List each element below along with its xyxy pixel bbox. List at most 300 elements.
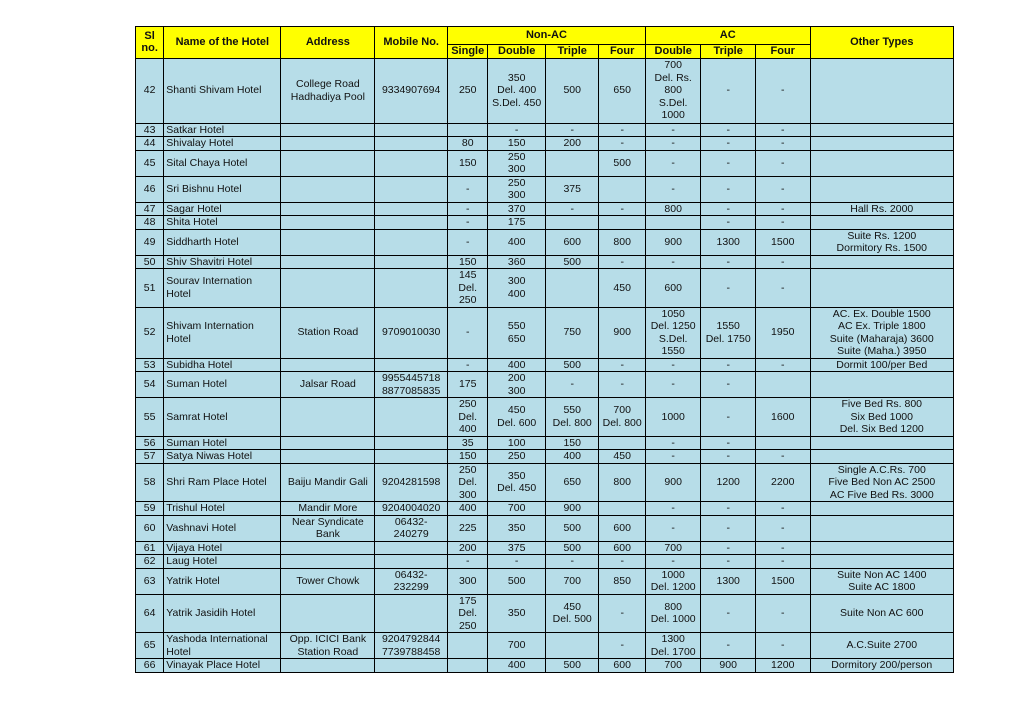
other-types-cell-line: Hall Rs. 2000 bbox=[850, 202, 914, 215]
mobile-cell bbox=[375, 568, 448, 594]
ac-double-cell-line: - bbox=[671, 358, 675, 371]
mobile-cell bbox=[375, 255, 448, 269]
hotel-name-cell-line: Vinayak Place Hotel bbox=[166, 659, 261, 671]
sl-cell-line: 52 bbox=[143, 326, 156, 339]
header-ac-four: Four bbox=[755, 45, 810, 59]
non-ac-four-cell bbox=[599, 216, 645, 230]
ac-double-cell-line: 1300 bbox=[661, 633, 685, 645]
ac-double-cell-line: S.Del. bbox=[658, 332, 688, 345]
non-ac-four-cell bbox=[599, 123, 645, 137]
non-ac-single-cell-line: 35 bbox=[461, 436, 474, 449]
non-ac-triple-cell-line: 500 bbox=[563, 358, 581, 371]
hotel-name-cell bbox=[164, 358, 281, 372]
non-ac-four-cell-line: - bbox=[620, 123, 624, 136]
sl-cell-line: 61 bbox=[143, 541, 156, 554]
address-cell bbox=[281, 450, 375, 464]
ac-triple-cell-line: - bbox=[726, 607, 730, 619]
non-ac-single-cell bbox=[448, 555, 488, 569]
hotel-name-cell-line: Yashoda International Hotel bbox=[166, 633, 268, 658]
non-ac-single-cell bbox=[448, 269, 488, 308]
table-row bbox=[136, 436, 954, 450]
sl-cell-line: 64 bbox=[143, 607, 156, 619]
non-ac-four-cell-line: 500 bbox=[613, 156, 631, 169]
non-ac-triple-cell bbox=[545, 568, 599, 594]
non-ac-single-cell-line: 150 bbox=[458, 255, 477, 268]
non-ac-double-cell-line: 350 bbox=[507, 469, 526, 482]
non-ac-triple-cell bbox=[545, 150, 599, 176]
ac-double-cell bbox=[645, 58, 701, 123]
sl-cell bbox=[136, 594, 164, 633]
non-ac-double-cell-line: 350 bbox=[507, 607, 526, 619]
ac-four-cell-line: - bbox=[780, 541, 785, 554]
ac-double-cell-line: Del. 1000 bbox=[650, 613, 696, 626]
non-ac-single-cell bbox=[448, 255, 488, 269]
sl-cell bbox=[136, 568, 164, 594]
hotel-name-cell bbox=[164, 137, 281, 151]
non-ac-double-cell bbox=[488, 541, 546, 555]
sl-cell-line: 46 bbox=[143, 182, 156, 195]
sl-cell-line: 62 bbox=[143, 555, 156, 567]
hotel-name-cell-line: Sagar Hotel bbox=[166, 202, 222, 215]
ac-four-cell bbox=[755, 150, 810, 176]
ac-triple-cell bbox=[701, 450, 756, 464]
ac-four-cell bbox=[755, 541, 810, 555]
non-ac-triple-cell bbox=[545, 555, 599, 569]
hotel-name-cell-line: Shivam Internation Hotel bbox=[166, 320, 254, 345]
table-row bbox=[136, 633, 954, 659]
non-ac-double-cell-line: 350 bbox=[507, 71, 526, 84]
ac-four-cell bbox=[755, 463, 810, 502]
sl-cell bbox=[136, 137, 164, 151]
non-ac-double-cell bbox=[488, 436, 546, 450]
other-types-cell bbox=[810, 659, 953, 673]
table-row bbox=[136, 229, 954, 255]
address-cell bbox=[281, 150, 375, 176]
ac-double-cell bbox=[645, 229, 701, 255]
sl-cell-line: 56 bbox=[143, 436, 156, 449]
sl-cell-line: 50 bbox=[143, 255, 156, 268]
sl-cell-line: 60 bbox=[143, 521, 156, 534]
ac-triple-cell-line: - bbox=[726, 156, 730, 169]
non-ac-double-cell bbox=[488, 229, 546, 255]
non-ac-single-cell-line: 150 bbox=[458, 450, 477, 462]
hotel-name-cell-line: Vijaya Hotel bbox=[166, 541, 223, 554]
address-cell bbox=[281, 269, 375, 308]
ac-triple-cell bbox=[701, 58, 756, 123]
address-cell-line: Station Road bbox=[297, 326, 359, 339]
ac-double-cell bbox=[645, 594, 701, 633]
ac-double-cell-line: 700 bbox=[664, 541, 682, 554]
non-ac-four-cell bbox=[599, 659, 645, 673]
header-ac-double: Double bbox=[645, 45, 701, 59]
ac-double-cell-line: 1050 bbox=[661, 307, 685, 320]
ac-double-cell bbox=[645, 269, 701, 308]
ac-triple-cell-line: Del. 1750 bbox=[705, 332, 751, 345]
non-ac-single-cell-line: Del. bbox=[458, 410, 478, 423]
hotel-name-cell-line: Sri Bishnu Hotel bbox=[166, 182, 242, 195]
other-types-cell bbox=[810, 123, 953, 137]
mobile-cell bbox=[375, 269, 448, 308]
non-ac-triple-cell bbox=[545, 372, 599, 398]
hotel-name-cell-line: Sourav Internation Hotel bbox=[166, 275, 253, 300]
address-cell bbox=[281, 398, 375, 437]
ac-double-cell-line: 900 bbox=[664, 476, 682, 488]
other-types-cell bbox=[810, 463, 953, 502]
non-ac-triple-cell-line: 375 bbox=[563, 182, 581, 195]
hotel-name-cell-line: Subidha Hotel bbox=[166, 358, 233, 371]
non-ac-double-cell-line: 370 bbox=[507, 202, 526, 215]
address-cell bbox=[281, 515, 375, 541]
ac-double-cell-line: - bbox=[671, 182, 675, 195]
non-ac-triple-cell-line: 400 bbox=[563, 450, 581, 462]
non-ac-four-cell bbox=[599, 176, 645, 202]
sl-cell-line: 42 bbox=[143, 84, 156, 97]
ac-double-cell-line: 1550 bbox=[661, 345, 685, 357]
table-row bbox=[136, 123, 954, 137]
hotel-name-cell-line: Yatrik Jasidih Hotel bbox=[166, 607, 256, 619]
other-types-cell-line: Suite AC 1800 bbox=[848, 581, 916, 593]
ac-four-cell bbox=[755, 123, 810, 137]
non-ac-double-cell bbox=[488, 398, 546, 437]
ac-four-cell bbox=[755, 594, 810, 633]
non-ac-triple-cell bbox=[545, 659, 599, 673]
sl-cell bbox=[136, 123, 164, 137]
ac-four-cell bbox=[755, 216, 810, 230]
address-cell bbox=[281, 229, 375, 255]
non-ac-single-cell-line: 250 bbox=[458, 398, 477, 410]
ac-triple-cell bbox=[701, 436, 756, 450]
mobile-cell bbox=[375, 137, 448, 151]
ac-triple-cell bbox=[701, 515, 756, 541]
address-cell bbox=[281, 202, 375, 216]
other-types-cell-line: AC. Ex. Double 1500 bbox=[832, 307, 931, 320]
ac-double-cell-line: Del. 1200 bbox=[650, 581, 696, 593]
non-ac-double-cell-line: 400 bbox=[507, 659, 526, 671]
sl-cell bbox=[136, 398, 164, 437]
non-ac-triple-cell-line: 500 bbox=[563, 541, 581, 554]
table-row bbox=[136, 358, 954, 372]
address-cell bbox=[281, 436, 375, 450]
header-ac-triple: Triple bbox=[701, 45, 756, 59]
non-ac-triple-cell-line: 750 bbox=[563, 326, 581, 339]
non-ac-triple-cell bbox=[545, 463, 599, 502]
non-ac-four-cell bbox=[599, 372, 645, 398]
mobile-cell-line: 9204792844 bbox=[381, 633, 441, 645]
address-cell bbox=[281, 541, 375, 555]
sl-cell-line: 44 bbox=[143, 137, 156, 149]
non-ac-four-cell bbox=[599, 307, 645, 358]
hotel-name-cell bbox=[164, 176, 281, 202]
mobile-cell bbox=[375, 229, 448, 255]
non-ac-four-cell bbox=[599, 450, 645, 464]
non-ac-single-cell-line: 80 bbox=[461, 137, 474, 149]
ac-triple-cell bbox=[701, 568, 756, 594]
sl-cell-line: 45 bbox=[143, 156, 156, 169]
non-ac-single-cell bbox=[448, 372, 488, 398]
sl-cell bbox=[136, 58, 164, 123]
sl-cell bbox=[136, 555, 164, 569]
ac-triple-cell-line: 1300 bbox=[716, 235, 740, 248]
other-types-cell bbox=[810, 436, 953, 450]
ac-four-cell-line: - bbox=[780, 255, 785, 268]
sl-cell-line: 65 bbox=[143, 639, 156, 652]
ac-double-cell bbox=[645, 555, 701, 569]
non-ac-triple-cell bbox=[545, 515, 599, 541]
mobile-cell bbox=[375, 176, 448, 202]
hotel-name-cell-line: Shivalay Hotel bbox=[166, 137, 234, 149]
hotel-name-cell-line: Suman Hotel bbox=[166, 436, 227, 449]
non-ac-single-cell bbox=[448, 515, 488, 541]
sl-cell bbox=[136, 515, 164, 541]
table-row bbox=[136, 137, 954, 151]
ac-double-cell bbox=[645, 633, 701, 659]
address-cell bbox=[281, 568, 375, 594]
header-non-ac-single: Single bbox=[448, 45, 488, 59]
sl-cell bbox=[136, 372, 164, 398]
hotel-name-cell bbox=[164, 58, 281, 123]
ac-triple-cell-line: - bbox=[726, 450, 730, 462]
ac-triple-cell-line: 900 bbox=[719, 659, 737, 671]
ac-triple-cell-line: - bbox=[726, 639, 730, 652]
non-ac-four-cell bbox=[599, 633, 645, 659]
non-ac-double-cell-line: Del. 600 bbox=[497, 416, 537, 429]
other-types-cell-line: Dormit 100/per Bed bbox=[836, 358, 928, 371]
ac-four-cell bbox=[755, 176, 810, 202]
ac-triple-cell bbox=[701, 255, 756, 269]
hotel-name-cell-line: Sital Chaya Hotel bbox=[166, 156, 248, 169]
non-ac-four-cell-line: 650 bbox=[613, 84, 631, 97]
table-row bbox=[136, 594, 954, 633]
non-ac-triple-cell bbox=[545, 594, 599, 633]
mobile-cell bbox=[375, 633, 448, 659]
ac-triple-cell-line: - bbox=[726, 521, 730, 534]
address-cell-line: Near Syndicate Bank bbox=[291, 515, 364, 540]
ac-four-cell-line: - bbox=[780, 639, 785, 652]
non-ac-four-cell bbox=[599, 137, 645, 151]
ac-double-cell-line: - bbox=[671, 378, 675, 391]
ac-double-cell bbox=[645, 515, 701, 541]
non-ac-four-cell bbox=[599, 463, 645, 502]
non-ac-four-cell-line: 700 bbox=[613, 404, 631, 417]
other-types-cell bbox=[810, 307, 953, 358]
sl-cell-line: 43 bbox=[143, 123, 156, 136]
non-ac-double-cell bbox=[488, 269, 546, 308]
mobile-cell bbox=[375, 555, 448, 569]
other-types-cell-line: Six Bed 1000 bbox=[850, 410, 913, 423]
ac-triple-cell bbox=[701, 358, 756, 372]
non-ac-single-cell bbox=[448, 463, 488, 502]
sl-cell-line: 48 bbox=[143, 216, 156, 228]
ac-four-cell-line: - bbox=[780, 182, 785, 195]
non-ac-four-cell bbox=[599, 594, 645, 633]
ac-double-cell bbox=[645, 659, 701, 673]
non-ac-single-cell-line: Del. bbox=[458, 281, 478, 294]
hotel-name-cell-line: Satkar Hotel bbox=[166, 123, 225, 136]
ac-double-cell bbox=[645, 568, 701, 594]
non-ac-single-cell-line: Del. bbox=[458, 476, 478, 488]
other-types-cell-line: Five Bed Rs. 800 bbox=[841, 398, 923, 410]
other-types-cell bbox=[810, 358, 953, 372]
ac-triple-cell-line: 1550 bbox=[716, 320, 740, 332]
ac-double-cell-line: - bbox=[671, 156, 675, 169]
non-ac-double-cell-line: 650 bbox=[507, 332, 526, 345]
non-ac-double-cell-line: 200 bbox=[507, 372, 526, 384]
non-ac-double-cell bbox=[488, 255, 546, 269]
non-ac-single-cell-line: - bbox=[465, 216, 470, 228]
header-mobile: Mobile No. bbox=[375, 27, 448, 59]
hotel-name-cell bbox=[164, 659, 281, 673]
ac-double-cell bbox=[645, 255, 701, 269]
ac-triple-cell bbox=[701, 176, 756, 202]
mobile-cell bbox=[375, 450, 448, 464]
non-ac-double-cell-line: 100 bbox=[507, 436, 526, 449]
non-ac-double-cell bbox=[488, 123, 546, 137]
address-cell bbox=[281, 463, 375, 502]
ac-four-cell-line: - bbox=[780, 450, 785, 462]
ac-four-cell bbox=[755, 58, 810, 123]
address-cell bbox=[281, 358, 375, 372]
table-row bbox=[136, 450, 954, 464]
non-ac-double-cell-line: 300 bbox=[507, 189, 526, 201]
other-types-cell-line: Suite Non AC 600 bbox=[840, 607, 924, 619]
non-ac-triple-cell bbox=[545, 633, 599, 659]
non-ac-triple-cell-line: 150 bbox=[563, 436, 581, 449]
table-row bbox=[136, 150, 954, 176]
mobile-cell-line: 9204281598 bbox=[381, 476, 441, 488]
hotel-name-cell bbox=[164, 150, 281, 176]
address-cell-line: Mandir More bbox=[298, 502, 358, 514]
address-cell bbox=[281, 633, 375, 659]
ac-four-cell bbox=[755, 202, 810, 216]
address-cell bbox=[281, 659, 375, 673]
non-ac-single-cell bbox=[448, 450, 488, 464]
hotel-name-cell-line: Vashnavi Hotel bbox=[166, 521, 237, 534]
non-ac-four-cell bbox=[599, 202, 645, 216]
non-ac-double-cell-line: - bbox=[514, 555, 519, 567]
mobile-cell bbox=[375, 515, 448, 541]
ac-four-cell-line: 1500 bbox=[771, 574, 795, 587]
ac-double-cell-line: - bbox=[671, 555, 675, 567]
non-ac-single-cell-line: 250 bbox=[458, 294, 477, 306]
non-ac-four-cell bbox=[599, 568, 645, 594]
non-ac-single-cell-line: 250 bbox=[458, 619, 477, 632]
ac-triple-cell-line: - bbox=[726, 436, 730, 449]
other-types-cell bbox=[810, 555, 953, 569]
non-ac-single-cell-line: 200 bbox=[458, 541, 477, 554]
ac-four-cell-line: - bbox=[780, 137, 785, 149]
address-cell-line: Opp. ICICI Bank Station Road bbox=[289, 633, 367, 658]
non-ac-single-cell bbox=[448, 202, 488, 216]
ac-triple-cell bbox=[701, 216, 756, 230]
hotel-name-cell-line: Shita Hotel bbox=[166, 216, 218, 228]
sl-cell bbox=[136, 255, 164, 269]
ac-double-cell bbox=[645, 463, 701, 502]
ac-triple-cell-line: - bbox=[726, 137, 730, 149]
non-ac-triple-cell-line: Del. 800 bbox=[552, 416, 592, 429]
ac-triple-cell bbox=[701, 202, 756, 216]
non-ac-double-cell bbox=[488, 555, 546, 569]
hotel-name-cell bbox=[164, 202, 281, 216]
header-address: Address bbox=[281, 27, 375, 59]
ac-double-cell bbox=[645, 502, 701, 516]
non-ac-triple-cell bbox=[545, 436, 599, 450]
header-sl: Sl no. bbox=[136, 27, 164, 59]
non-ac-four-cell-line: - bbox=[620, 555, 624, 567]
ac-four-cell bbox=[755, 568, 810, 594]
non-ac-four-cell bbox=[599, 358, 645, 372]
non-ac-single-cell bbox=[448, 229, 488, 255]
table-row bbox=[136, 398, 954, 437]
ac-triple-cell-line: - bbox=[726, 541, 730, 554]
non-ac-four-cell bbox=[599, 398, 645, 437]
mobile-cell bbox=[375, 436, 448, 450]
sl-cell bbox=[136, 358, 164, 372]
sl-cell-line: 57 bbox=[143, 450, 156, 462]
hotel-name-cell bbox=[164, 216, 281, 230]
non-ac-four-cell-line: Del. 800 bbox=[602, 416, 642, 429]
sl-cell bbox=[136, 541, 164, 555]
table-row bbox=[136, 202, 954, 216]
non-ac-single-cell-line: 300 bbox=[458, 574, 477, 587]
non-ac-single-cell bbox=[448, 358, 488, 372]
non-ac-triple-cell-line: Del. 500 bbox=[552, 613, 592, 626]
sl-cell-line: 55 bbox=[143, 410, 156, 423]
ac-four-cell-line: 1500 bbox=[771, 235, 795, 248]
other-types-cell bbox=[810, 229, 953, 255]
non-ac-double-cell bbox=[488, 202, 546, 216]
ac-double-cell bbox=[645, 450, 701, 464]
non-ac-single-cell bbox=[448, 568, 488, 594]
non-ac-four-cell bbox=[599, 269, 645, 308]
mobile-cell bbox=[375, 358, 448, 372]
sl-cell bbox=[136, 450, 164, 464]
ac-double-cell-line: - bbox=[671, 123, 675, 136]
table-row bbox=[136, 255, 954, 269]
ac-triple-cell-line: - bbox=[726, 123, 730, 136]
non-ac-single-cell bbox=[448, 436, 488, 450]
ac-four-cell-line: - bbox=[780, 281, 785, 294]
hotel-name-cell bbox=[164, 555, 281, 569]
table-row bbox=[136, 58, 954, 123]
ac-four-cell bbox=[755, 398, 810, 437]
ac-double-cell-line: 1000 bbox=[661, 109, 685, 122]
non-ac-double-cell bbox=[488, 137, 546, 151]
ac-four-cell bbox=[755, 137, 810, 151]
mobile-cell-line: 9955445718 bbox=[381, 372, 441, 384]
non-ac-four-cell-line: 450 bbox=[613, 450, 631, 462]
hotel-name-cell-line: Suman Hotel bbox=[166, 378, 227, 391]
non-ac-double-cell bbox=[488, 150, 546, 176]
non-ac-triple-cell-line: 550 bbox=[563, 404, 581, 417]
address-cell-line: Baiju Mandir Gali bbox=[287, 476, 368, 488]
hotel-name-cell-line: Shanti Shivam Hotel bbox=[166, 84, 262, 97]
non-ac-four-cell-line: - bbox=[620, 255, 624, 268]
non-ac-single-cell-line: - bbox=[465, 358, 470, 371]
hotel-name-cell-line: Yatrik Hotel bbox=[166, 574, 220, 587]
ac-triple-cell-line: - bbox=[726, 502, 730, 514]
ac-triple-cell-line: 1300 bbox=[716, 574, 740, 587]
mobile-cell-line: 7739788458 bbox=[381, 645, 441, 658]
non-ac-single-cell-line: 250 bbox=[458, 84, 477, 97]
ac-four-cell bbox=[755, 436, 810, 450]
non-ac-triple-cell bbox=[545, 123, 599, 137]
address-cell-line: College Road Hadhadiya Pool bbox=[290, 78, 365, 103]
non-ac-double-cell-line: 250 bbox=[507, 176, 526, 189]
ac-triple-cell-line: - bbox=[726, 216, 730, 228]
hotel-name-cell bbox=[164, 229, 281, 255]
ac-double-cell-line: S.Del. bbox=[658, 96, 688, 109]
ac-four-cell-line: - bbox=[780, 84, 785, 97]
